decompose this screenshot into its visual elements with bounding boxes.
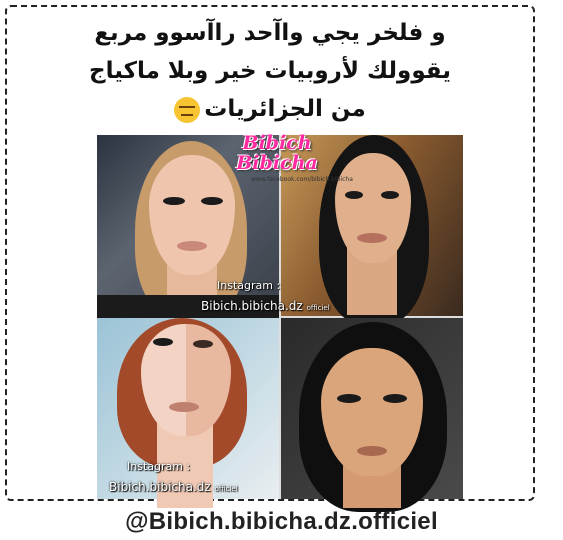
photo-bottom-left: Instagram : Bibich.bibicha.dz officiel (97, 318, 279, 499)
photo-top-right: Instagram : Bibich.bibicha.dz officiel www.facebook.com/bibich.bibicha (281, 135, 463, 316)
photo-bottom-right (281, 318, 463, 499)
caption-line-2: يقوولك لأروبيات خير وبلا ماكياج (89, 58, 451, 84)
expressionless-face-emoji-icon (174, 97, 200, 123)
watermark-bottom-label: Instagram : (127, 460, 191, 473)
watermark-top-label: Instagram : (217, 279, 281, 292)
brand-logo: Bibich Bibicha (236, 132, 318, 174)
caption-line-3-text: من الجزائريات (204, 96, 366, 122)
footer-handle: @Bibich.bibicha.dz.officiel (125, 508, 438, 535)
caption-line-1: و فلخر يجي واآحد راآسوو مربع (94, 20, 446, 46)
caption-line-3 (30, 90, 510, 128)
watermark-bottom-handle: Bibich.bibicha.dz (109, 480, 211, 494)
facebook-url: www.facebook.com/bibich.bibicha (251, 176, 353, 183)
photo-collage (97, 132, 463, 499)
watermark-top-handle: Bibich.bibicha.dz (201, 299, 303, 313)
meme-caption (30, 14, 510, 128)
